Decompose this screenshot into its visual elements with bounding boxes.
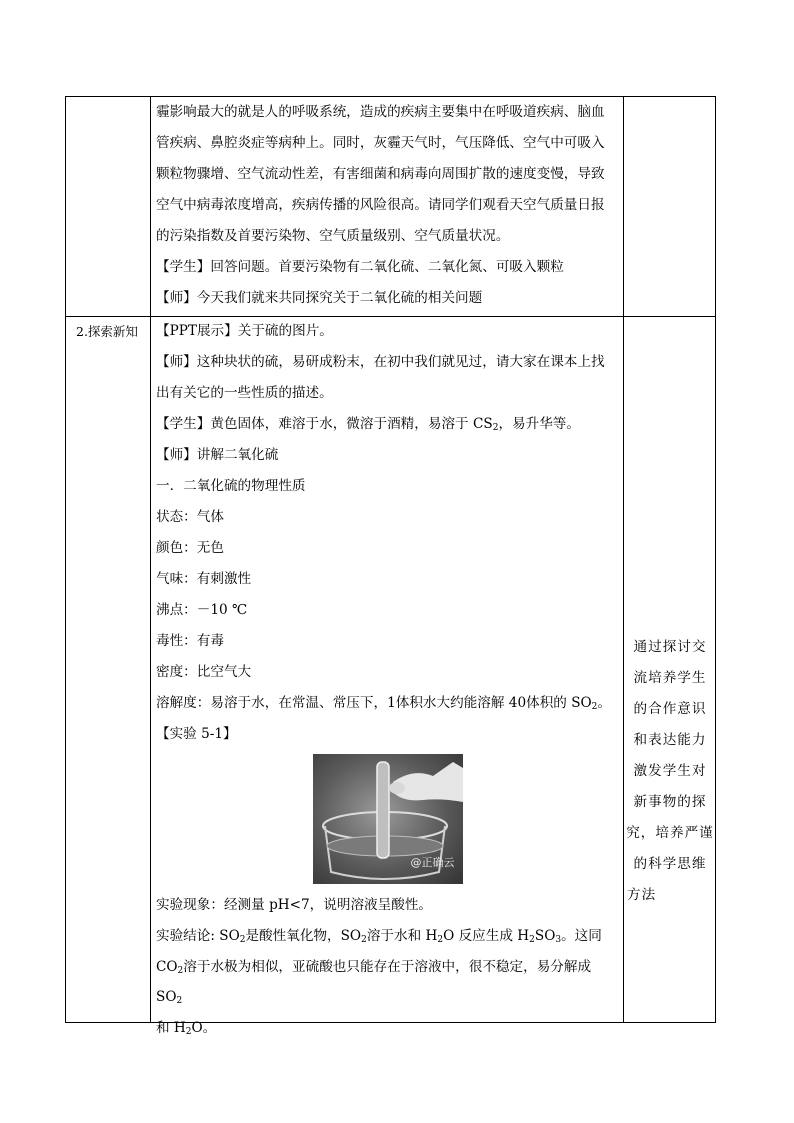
property-solubility: [156, 688, 619, 719]
teacher-line: 【师】讲解二氧化硫: [156, 447, 279, 463]
property-toxicity: 毒性：有毒: [156, 633, 224, 649]
row2-content: [150, 316, 623, 1037]
goal-line: 通过探讨交: [633, 639, 707, 655]
conclusion-text: O 反应生成 H: [443, 928, 530, 944]
subscript: 2: [185, 1026, 192, 1037]
solubility-text: 溶解度：易溶于水，在常温、常压下，1体积水大约能溶解 40体积的 SO: [156, 695, 592, 711]
subscript: 2: [361, 935, 367, 945]
section-heading: 一．二氧化硫的物理性质: [156, 478, 306, 494]
goal-line: 流培养学生: [633, 670, 707, 686]
goal-line: 的科学思维: [633, 856, 707, 872]
text-line: 颗粒物骤增、空气流动性差，有害细菌和病毒向周围扩散的速度变慢，导致: [156, 166, 605, 182]
teaching-goal: [623, 632, 717, 911]
conclusion-text: 。这同 CO: [156, 928, 602, 975]
ppt-line: 【PPT展示】关于硫的图片。: [156, 323, 333, 339]
property-boiling-point: 沸点：－10 ℃: [156, 602, 248, 618]
text-line: 管疾病、鼻腔炎症等病种上。同时，灰霾天气时，气压降低、空气中可吸入: [156, 135, 605, 151]
text-line: 空气中病毒浓度增高，疾病传播的风险很高。请同学们观看天空气质量日报: [156, 197, 605, 213]
text-line: 霾影响最大的就是人的呼吸系统，造成的疾病主要集中在呼吸道疾病、脑血: [156, 104, 605, 120]
conclusion-text: 是酸性氧化物，SO: [245, 928, 362, 944]
student-answer: 【学生】回答问题。首要污染物有二氧化硫、二氧化氮、可吸入颗粒: [156, 259, 564, 275]
property-color: 颜色：无色: [156, 540, 224, 556]
goal-line: 的合作意识: [633, 701, 707, 717]
conclusion-text: SO: [534, 928, 556, 944]
experiment-label: 【实验 5-1】: [156, 726, 237, 742]
subscript: 2: [492, 423, 499, 433]
goal-line: 究，培养严谨: [626, 825, 714, 841]
teacher-line: 【师】这种块状的硫，易研成粉末，在初中我们就见过，请大家在课本上找: [156, 354, 605, 370]
lesson-table: [65, 96, 716, 1037]
solubility-text: 。: [597, 695, 611, 711]
teacher-line: 出有关它的一些性质的描述。: [156, 385, 333, 401]
student-text: ，易升华等。: [498, 416, 580, 432]
subscript: 2: [437, 935, 444, 945]
subscript: 2: [177, 965, 184, 976]
teacher-line: 【师】今天我们就来共同探究关于二氧化硫的相关问题: [156, 290, 483, 306]
subscript: 2: [176, 996, 183, 1006]
subscript: 2: [591, 702, 598, 712]
text-line: 的污染指数及首要污染物、空气质量级别、空气质量状况。: [156, 228, 510, 244]
subscript: 2: [529, 935, 535, 945]
conclusion-text: 溶于水和 H: [366, 928, 438, 944]
property-state: 状态：气体: [156, 509, 224, 525]
goal-line: 新事物的探: [633, 794, 707, 810]
section-label: 2.探索新知: [76, 324, 138, 339]
subscript: 3: [555, 935, 562, 945]
property-density: 密度：比空气大: [156, 664, 252, 680]
row1-content: [150, 97, 623, 316]
goal-line: 方法: [627, 887, 657, 903]
goal-line: 激发学生对: [633, 763, 707, 779]
student-answer: [156, 409, 619, 440]
property-odor: 气味：有刺激性: [156, 571, 252, 587]
experiment-conclusion: [156, 921, 619, 1043]
conclusion-text: 和 H: [156, 1019, 186, 1036]
conclusion-text: 溶于水极为相似，亚硫酸也只能存在于溶液中，很不稳定，易分解成 SO: [156, 958, 592, 1005]
experiment-phenomenon: 实验现象：经测量 pH<7，说明溶液呈酸性。: [156, 897, 433, 913]
goal-line: 和表达能力: [633, 732, 707, 748]
photo-watermark: @正确云: [410, 856, 455, 869]
student-text: 【学生】黄色固体，难溶于水，微溶于酒精，易溶于 CS: [156, 416, 493, 432]
subscript: 2: [239, 935, 246, 945]
experiment-photo: [313, 754, 463, 884]
conclusion-text: O。: [191, 1019, 217, 1036]
conclusion-text: 实验结论: SO: [156, 928, 240, 944]
